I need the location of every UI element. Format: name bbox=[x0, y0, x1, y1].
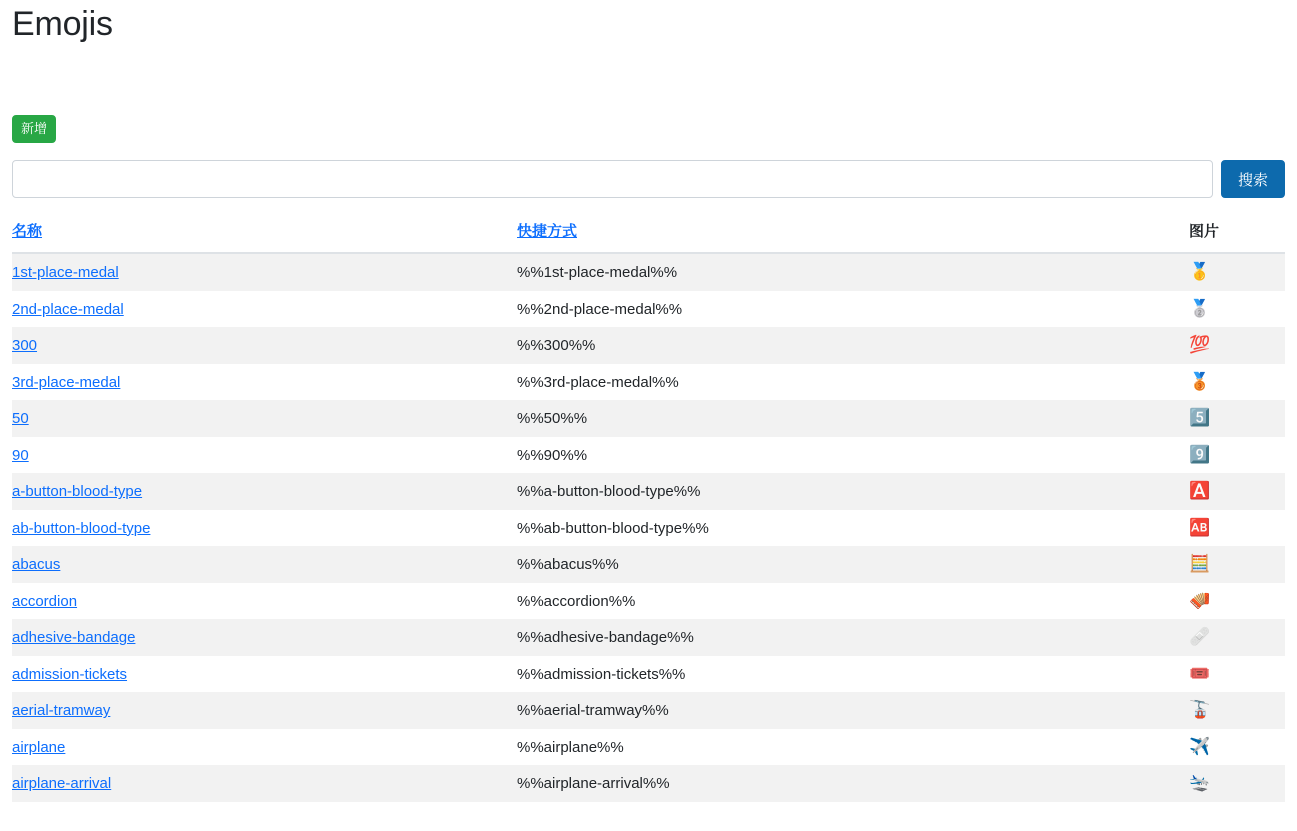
cell-shortcut: %%a-button-blood-type%% bbox=[517, 483, 701, 501]
cell-name bbox=[12, 619, 517, 656]
cell-name bbox=[12, 364, 517, 401]
emoji-name-link[interactable]: abacus bbox=[12, 556, 61, 574]
cell-name bbox=[12, 510, 517, 547]
emoji-icon: 9️⃣ bbox=[1189, 444, 1211, 465]
cell-image bbox=[1189, 327, 1285, 364]
emoji-icon: 💯 bbox=[1189, 335, 1211, 356]
cell-shortcut: %%1st-place-medal%% bbox=[517, 264, 678, 282]
emoji-icon: 🚡 bbox=[1189, 700, 1211, 721]
cell-name bbox=[12, 437, 517, 474]
emoji-icon: 🆎 bbox=[1189, 517, 1211, 538]
cell-shortcut: %%50%% bbox=[517, 410, 588, 428]
table-row bbox=[12, 437, 1285, 474]
table-row bbox=[12, 729, 1285, 766]
emoji-name-link[interactable]: adhesive-bandage bbox=[12, 629, 136, 647]
cell-image bbox=[1189, 364, 1285, 401]
cell-shortcut: %%aerial-tramway%% bbox=[517, 702, 669, 720]
search-input[interactable] bbox=[12, 160, 1213, 198]
cell-shortcut: %%3rd-place-medal%% bbox=[517, 373, 679, 391]
cell-image bbox=[1189, 729, 1285, 766]
sort-link-name[interactable]: 名称 bbox=[12, 223, 43, 241]
cell-shortcut: %%airplane%% bbox=[517, 738, 624, 756]
column-header-image-label: 图片 bbox=[1189, 223, 1220, 241]
cell-shortcut: %%2nd-place-medal%% bbox=[517, 300, 683, 318]
cell-shortcut: %%ab-button-blood-type%% bbox=[517, 519, 709, 537]
emoji-icon: 🎟️ bbox=[1189, 663, 1211, 684]
emoji-name-link[interactable]: 90 bbox=[12, 446, 29, 464]
search-button[interactable]: 搜索 bbox=[1221, 160, 1285, 198]
table-row bbox=[12, 473, 1285, 510]
cell-image bbox=[1189, 656, 1285, 693]
cell-name bbox=[12, 327, 517, 364]
table-head bbox=[12, 220, 1285, 253]
cell-name bbox=[12, 291, 517, 328]
emoji-table bbox=[12, 220, 1285, 802]
table-row bbox=[12, 656, 1285, 693]
emoji-icon: 🅰️ bbox=[1189, 481, 1211, 502]
cell-name bbox=[12, 583, 517, 620]
cell-name bbox=[12, 473, 517, 510]
toolbar bbox=[12, 115, 1285, 143]
cell-name bbox=[12, 546, 517, 583]
add-new-button[interactable]: 新增 bbox=[12, 115, 56, 143]
cell-name bbox=[12, 692, 517, 729]
emoji-icon: 🩹 bbox=[1189, 627, 1211, 648]
emoji-name-link[interactable]: 2nd-place-medal bbox=[12, 300, 124, 318]
cell-name bbox=[12, 400, 517, 437]
cell-image bbox=[1189, 692, 1285, 729]
emoji-name-link[interactable]: 3rd-place-medal bbox=[12, 373, 121, 391]
cell-name bbox=[12, 253, 517, 291]
emoji-name-link[interactable]: aerial-tramway bbox=[12, 702, 111, 720]
emoji-icon: ✈️ bbox=[1189, 736, 1211, 757]
table-row bbox=[12, 546, 1285, 583]
emoji-icon: 🥇 bbox=[1189, 262, 1211, 283]
table-row bbox=[12, 364, 1285, 401]
table-row bbox=[12, 400, 1285, 437]
cell-shortcut: %%airplane-arrival%% bbox=[517, 775, 670, 793]
cell-shortcut: %%90%% bbox=[517, 446, 588, 464]
emoji-icon: 🧮 bbox=[1189, 554, 1211, 575]
column-header-name bbox=[12, 220, 517, 253]
emoji-icon: 🛬 bbox=[1189, 773, 1211, 794]
emoji-name-link[interactable]: a-button-blood-type bbox=[12, 483, 143, 501]
emoji-name-link[interactable]: 1st-place-medal bbox=[12, 264, 119, 282]
cell-image bbox=[1189, 546, 1285, 583]
emoji-icon: 5️⃣ bbox=[1189, 408, 1211, 429]
emoji-name-link[interactable]: admission-tickets bbox=[12, 665, 128, 683]
cell-image bbox=[1189, 583, 1285, 620]
emoji-icon: 🥉 bbox=[1189, 371, 1211, 392]
cell-image bbox=[1189, 510, 1285, 547]
emoji-icon: 🪗 bbox=[1189, 590, 1211, 611]
emoji-icon: 🥈 bbox=[1189, 298, 1211, 319]
table-row bbox=[12, 327, 1285, 364]
cell-image bbox=[1189, 437, 1285, 474]
cell-shortcut: %%adhesive-bandage%% bbox=[517, 629, 694, 647]
cell-shortcut: %%abacus%% bbox=[517, 556, 619, 574]
cell-image bbox=[1189, 400, 1285, 437]
emoji-name-link[interactable]: accordion bbox=[12, 592, 78, 610]
cell-shortcut: %%300%% bbox=[517, 337, 596, 355]
emoji-name-link[interactable]: 300 bbox=[12, 337, 38, 355]
emoji-name-link[interactable]: airplane-arrival bbox=[12, 775, 112, 793]
search-bar bbox=[12, 160, 1285, 198]
cell-name bbox=[12, 765, 517, 802]
table-row bbox=[12, 583, 1285, 620]
column-header-image bbox=[1189, 220, 1285, 253]
table-row bbox=[12, 765, 1285, 802]
page-title: Emojis bbox=[12, 5, 113, 43]
cell-shortcut: %%accordion%% bbox=[517, 592, 636, 610]
cell-shortcut: %%admission-tickets%% bbox=[517, 665, 686, 683]
cell-image bbox=[1189, 473, 1285, 510]
emoji-name-link[interactable]: ab-button-blood-type bbox=[12, 519, 151, 537]
sort-link-shortcut[interactable]: 快捷方式 bbox=[517, 223, 578, 241]
table-header-row bbox=[12, 220, 1285, 253]
table-row bbox=[12, 619, 1285, 656]
emoji-name-link[interactable]: 50 bbox=[12, 410, 29, 428]
emoji-name-link[interactable]: airplane bbox=[12, 738, 66, 756]
table-body bbox=[12, 253, 1285, 802]
cell-image bbox=[1189, 619, 1285, 656]
table-row bbox=[12, 692, 1285, 729]
table-row bbox=[12, 253, 1285, 291]
cell-image bbox=[1189, 765, 1285, 802]
cell-name bbox=[12, 656, 517, 693]
table-row bbox=[12, 510, 1285, 547]
table-row bbox=[12, 291, 1285, 328]
cell-image bbox=[1189, 253, 1285, 291]
cell-name bbox=[12, 729, 517, 766]
cell-image bbox=[1189, 291, 1285, 328]
column-header-shortcut bbox=[517, 220, 1189, 253]
